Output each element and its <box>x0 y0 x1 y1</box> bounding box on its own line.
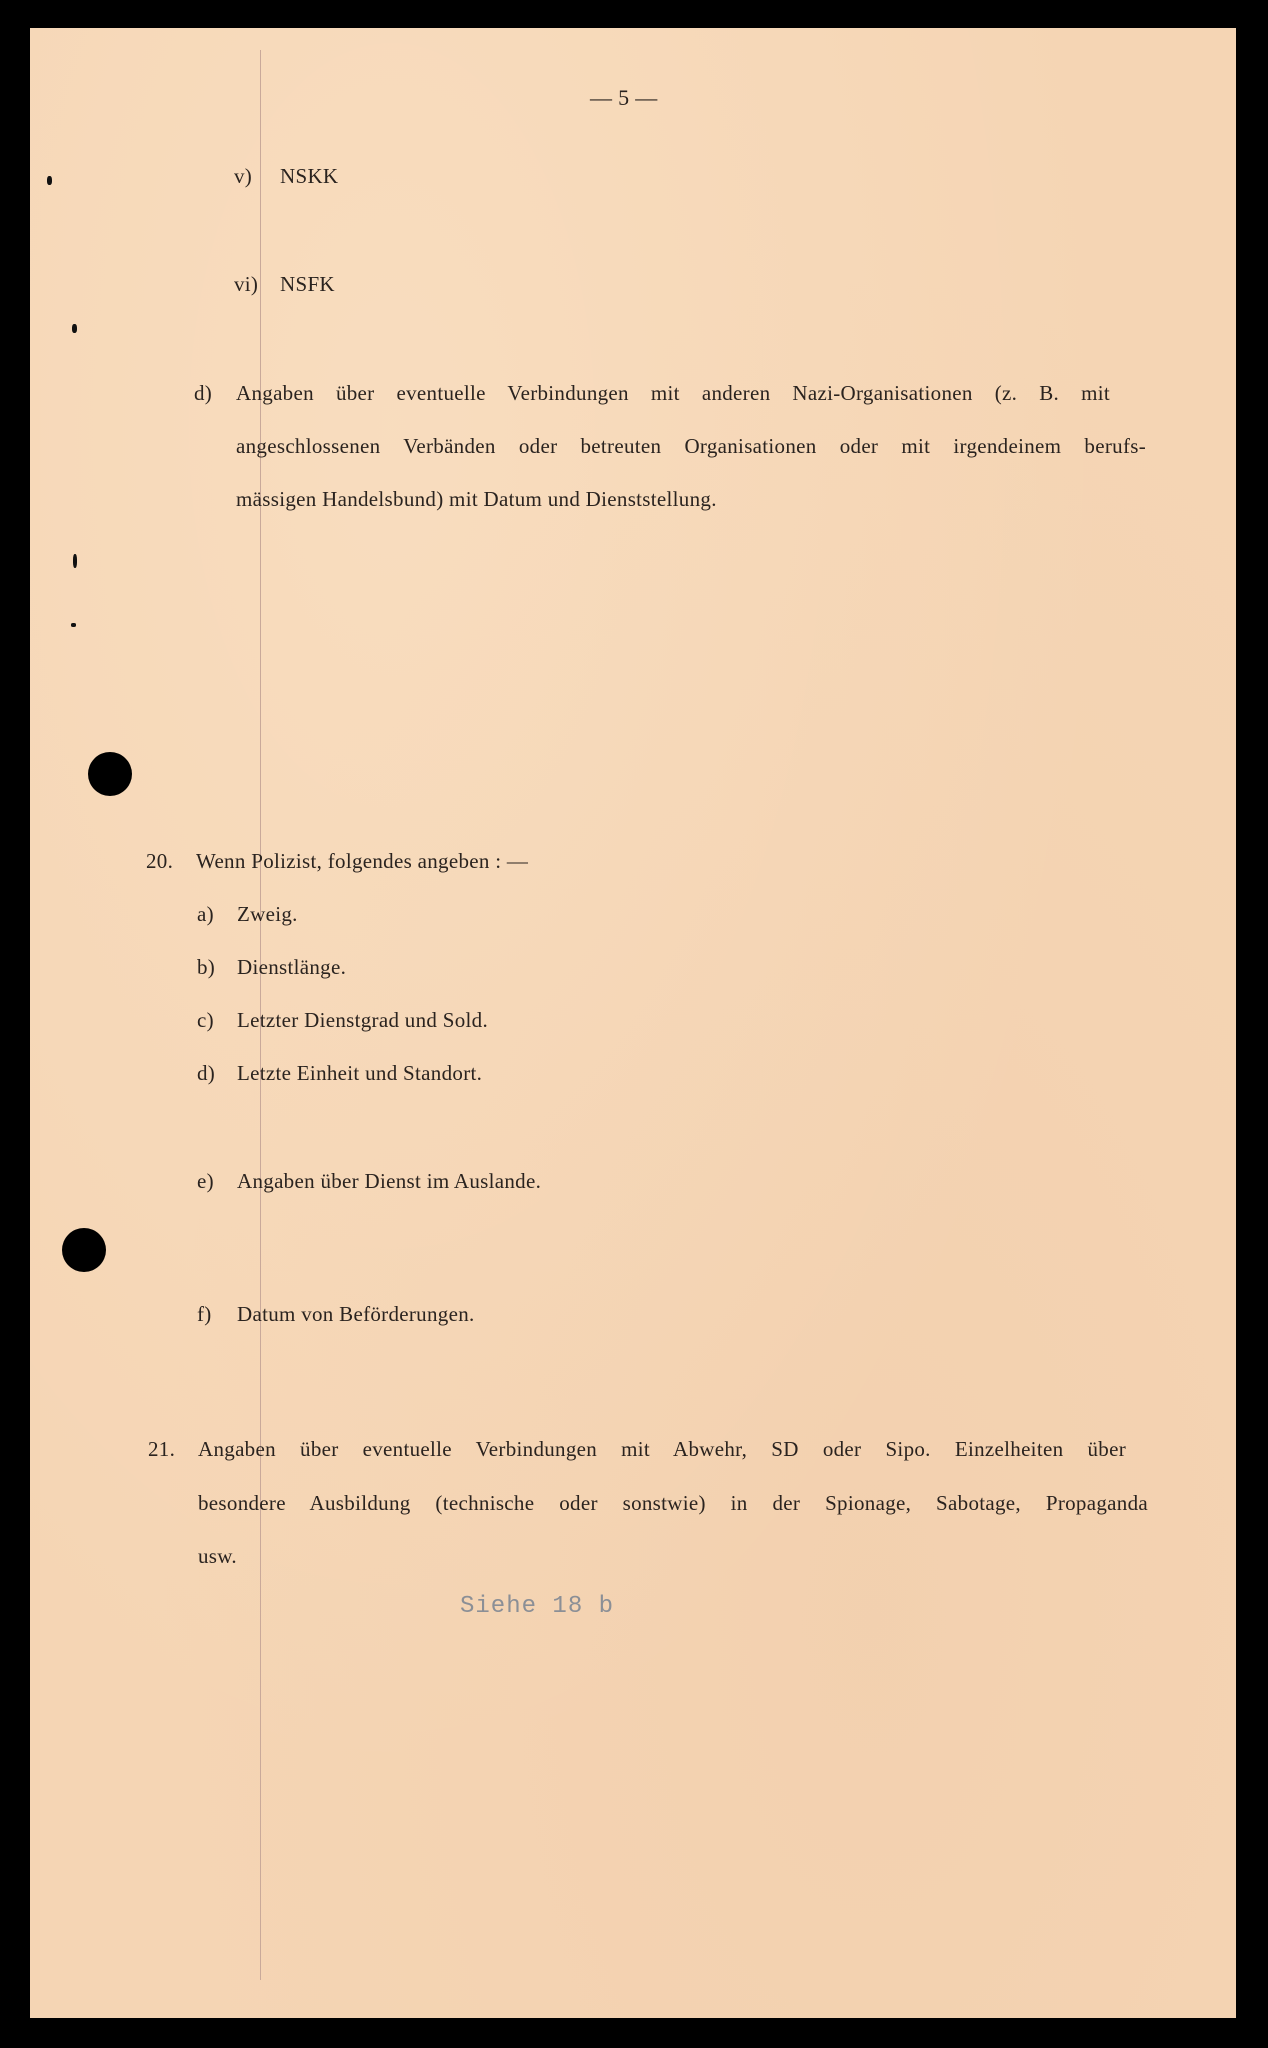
item-vi-label: vi) <box>234 272 259 296</box>
question-20-number: 20. <box>146 849 174 873</box>
ink-speck <box>47 176 52 185</box>
question-21-line-3: usw. <box>198 1544 237 1568</box>
item-d-line-3: mässigen Handelsbund) mit Datum und Dienststellung. <box>236 487 717 511</box>
question-20-d-text: Letzte Einheit und Standort. <box>237 1061 483 1085</box>
item-v-text: NSKK <box>280 164 339 188</box>
question-21-line-2: besondere Ausbildung (technische oder sonstwie) in der Spionage, Sabotage, Propaganda <box>198 1491 1148 1515</box>
item-v-label: v) <box>234 164 253 188</box>
item-d-line-2: angeschlossenen Verbänden oder betreuten Organisationen oder mit irgendeinem berufs- <box>236 434 1146 458</box>
question-20-c-label: c) <box>197 1008 214 1032</box>
question-20-a-text: Zweig. <box>237 902 298 926</box>
page-number: — 5 — <box>590 85 658 110</box>
item-d-label: d) <box>194 381 213 405</box>
ink-speck <box>71 623 76 627</box>
question-20-a-label: a) <box>197 902 214 926</box>
question-20-d-label: d) <box>197 1061 216 1085</box>
question-21-line-1: Angaben über eventuelle Verbindungen mit Abwehr, SD oder Sipo. Einzelheiten über <box>198 1437 1126 1461</box>
ink-speck <box>72 324 77 333</box>
question-20-e-text: Angaben über Dienst im Auslande. <box>237 1169 542 1193</box>
item-d-line-1: Angaben über eventuelle Verbindungen mit anderen Nazi-Organisationen (z. B. mit <box>236 381 1110 405</box>
question-20-b-text: Dienstlänge. <box>237 955 347 979</box>
ink-speck <box>73 554 77 568</box>
question-20-f-text: Datum von Beförderungen. <box>237 1302 475 1326</box>
item-vi-text: NSFK <box>280 272 335 296</box>
punch-hole-top <box>88 752 132 796</box>
typed-answer: Siehe 18 b <box>460 1593 615 1620</box>
question-20-intro: Wenn Polizist, folgendes angeben : — <box>196 849 529 873</box>
question-20-e-label: e) <box>197 1169 214 1193</box>
question-20-b-label: b) <box>197 955 216 979</box>
document-page <box>30 28 1236 2018</box>
punch-hole-bottom <box>62 1228 106 1272</box>
question-20-c-text: Letzter Dienstgrad und Sold. <box>237 1008 489 1032</box>
question-21-number: 21. <box>148 1437 176 1461</box>
question-20-f-label: f) <box>197 1302 212 1326</box>
